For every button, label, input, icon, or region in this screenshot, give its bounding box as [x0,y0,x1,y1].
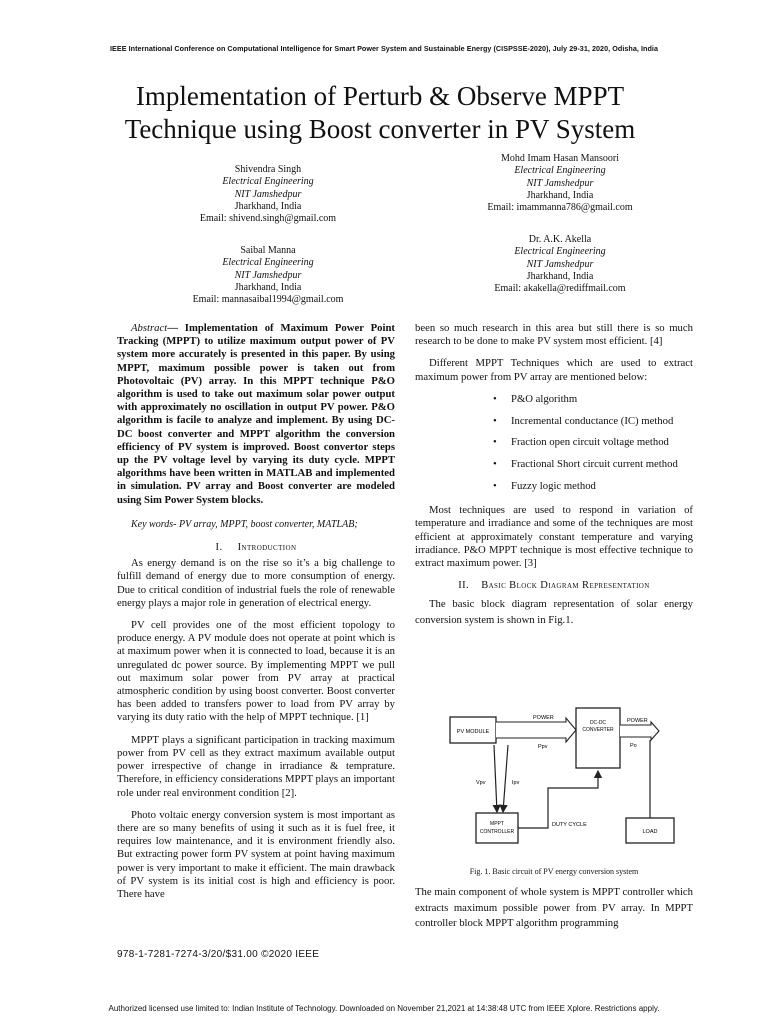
keywords: Key words- PV array, MPPT, boost converter, MATLAB; [131,518,358,530]
mppt-method-list [415,393,693,501]
pv-module-label: PV MODULE [456,729,490,735]
vpv-sense-arrow [494,745,497,812]
paragraph: Most techniques are used to respond in variation of temperature and irradiance and some of the techniques are most efficient at approximately constant temperature and varying irradiance. P&O MPPT technique is most effective technique to extract maximum power. [3] [415,504,693,570]
list-item: • Fraction open circuit voltage method [493,436,669,449]
duty-cycle-label: DUTY CYCLE [552,822,587,828]
paper-title [70,80,690,146]
paragraph: The basic block diagram representation of solar energy conversion system is shown in Fig.1. [415,598,693,627]
author-inst: NIT Jamshedpur [234,188,302,200]
author-block-2 [440,153,680,214]
author-email[interactable]: Email: imammanna786@gmail.com [487,202,633,214]
list-item: • Fuzzy logic method [493,479,596,492]
block-diagram-figure [440,700,680,860]
list-item: • Incremental conductance (IC) method [493,414,674,427]
converter-label-1: DC-DC [589,720,607,726]
title-line-1: Implementation of Perturb & Observe MPPT [135,81,625,111]
author-name: Shivendra Singh [234,164,302,175]
ppv-label: Ppv [538,744,548,750]
author-email[interactable]: Email: shivend.singh@gmail.com [199,213,337,225]
mppt-controller-block [476,813,518,843]
author-inst: NIT Jamshedpur [526,258,594,270]
load-label: LOAD [642,829,658,835]
author-inst: NIT Jamshedpur [234,269,302,281]
paragraph: Photo voltaic energy conversion system is most important as there are so many benefits of using it such as it is fuel free, it requires low maintenance, and it is environment friendly also. But extracting power form PV system at point having maximum power is very important to make it efficient. The main drawback of PV system is its initial cost is high and efficiency is poor. There have [117,808,395,900]
author-dept: Electrical Engineering [514,165,606,177]
list-item: • Fractional Short circuit current method [493,457,678,470]
author-block-1 [168,164,368,225]
ipv-sense-arrow [503,745,508,812]
section-title: Introduction [237,542,297,554]
bullet-icon: • [493,414,497,427]
section-number: II. [458,580,470,592]
author-inst: NIT Jamshedpur [526,177,594,189]
abstract-text: — Implementation of Maximum Power Point Tracking (MPPT) to utilize maximum output power of PV system more accurately is presented in this paper. By using MPPT, maximum possible power is taken out from Photovoltaic (PV) array. In this MPPT technique P&O algorithm is used to take out maximum solar power output with approximately no oscillation in output PV power. P&O algorithm is facile to analyze and implement. By using DC-DC boost converter and MPPT algorithm the conversion efficiency of PV system is improved. Boost convertor steps up the PV voltage level by varying its duty cycle. MPPT algorithms have been written in MATLAB and implemented in simulation. PV array and Boost converter are modeled using Sim Power System blocks. [117,322,395,506]
author-name: Mohd Imam Hasan Mansoori [500,153,620,164]
abstract-label: Abstract [131,322,168,334]
po-label: Po [630,743,637,749]
bullet-icon: • [493,436,497,449]
section-heading-block-diagram [415,579,693,592]
abstract [117,322,395,507]
bullet-icon: • [493,457,497,470]
paragraph: been so much research in this area but still there is so much research to be done to make PV system most efficient. [4] [415,322,693,348]
mppt-label-2: CONTROLLER [479,829,515,835]
vpv-label: Vpv [476,780,486,786]
power-arrow-1 [496,718,576,742]
title-line-2: Technique using Boost converter in PV System [124,114,636,144]
author-location: Jharkhand, India [234,200,302,212]
author-dept: Electrical Engineering [222,176,314,188]
author-email[interactable]: Email: mannasaibal1994@gmail.com [192,294,344,306]
figure-caption: Fig. 1. Basic circuit of PV energy conversion system [469,867,639,876]
author-name: Dr. A.K. Akella [528,234,592,245]
mppt-label-1: MPPT [490,821,504,827]
ipv-label: Ipv [512,780,520,786]
list-item: • P&O algorithm [493,392,578,405]
paragraph: PV cell provides one of the most efficient topology to produce energy. A PV module does not operate at point which is at maximum power when it is connected to load, because it is an unregulated dc power source. By implementing MPPT we pull out maximum solar power from PV array at practical atmospheric condition by using boost converter. Boost converter has been added to transfers power to load from PV array by varying its duty ratio with the help of MPPT technique. [1] [117,619,395,724]
author-email[interactable]: Email: akakella@rediffmail.com [494,283,626,295]
power-label-1: POWER [533,715,554,721]
author-location: Jharkhand, India [526,189,594,201]
paragraph: As energy demand is on the rise so it’s a big challenge to fulfill demand of energy due to more consumption of energy. Due to critical condition of industrial fuels the role of renewable energy plays a major role in generation of electrical energy. [117,557,395,609]
author-block-4 [440,234,680,295]
paragraph: MPPT plays a significant participation in tracking maximum power from PV cell as they extract maximum available output power irrespective of change in irradiance & temprature. Therefore, in efficiency considerations MPPT plays an important role under real environment condition [2]. [117,733,395,799]
license-footer: Authorized licensed use limited to: Indian Institute of Technology. Downloaded on November 21,2021 at 14:38:48 UTC from IEEE Xplore. Restrictions apply. [108,1004,660,1013]
author-block-3 [148,245,388,306]
section-number: I. [215,542,223,554]
section-title: Basic Block Diagram Representation [481,580,650,592]
isbn-footer: 978-1-7281-7274-3/20/$31.00 ©2020 IEEE [117,949,320,960]
author-dept: Electrical Engineering [514,246,606,258]
author-name: Saibal Manna [240,245,296,256]
author-dept: Electrical Engineering [222,257,314,269]
paragraph: Different MPPT Techniques which are used to extract maximum power from PV array are mentioned below: [415,357,693,383]
author-location: Jharkhand, India [526,270,594,282]
conference-header: IEEE International Conference on Computational Intelligence for Smart Power System and Sustainable Energy (CISPSSE-2020), July 29-31, 2020, Odisha, India [109,44,659,53]
section-heading-introduction [117,541,395,554]
duty-cycle-arrow [518,771,598,828]
author-location: Jharkhand, India [234,281,302,293]
right-column [415,322,693,628]
paragraph: The main component of whole system is MPPT controller which extracts maximum possible power from PV array. In MPPT controller block MPPT algorithm programming [415,886,693,929]
bullet-icon: • [493,392,497,405]
right-column-continued [415,885,693,932]
dc-dc-converter-block [576,708,620,768]
power-label-2: POWER [627,718,648,724]
left-column [117,322,395,901]
converter-label-2: CONVERTER [582,727,614,733]
bullet-icon: • [493,479,497,492]
power-arrow-2 [620,722,659,740]
